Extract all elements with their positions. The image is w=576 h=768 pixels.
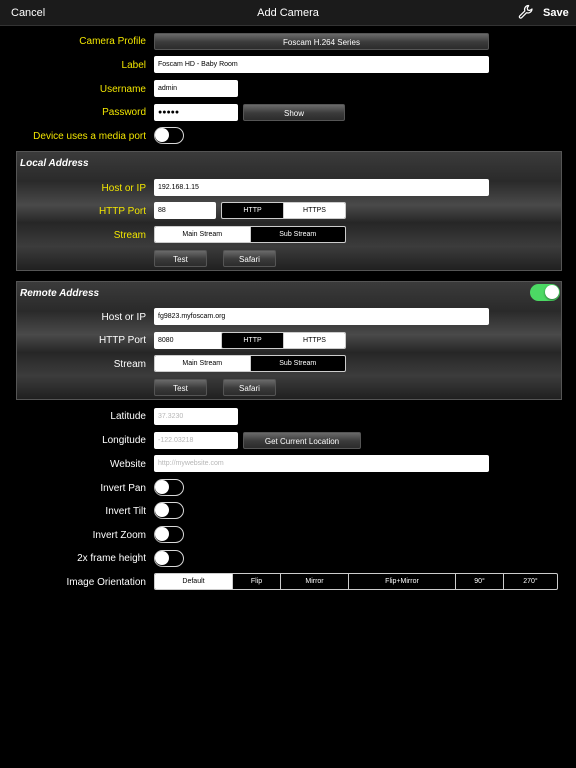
remote-protocol-http[interactable]: HTTP bbox=[243, 337, 262, 344]
local-protocol-control bbox=[221, 202, 346, 219]
website-label: Website bbox=[110, 459, 146, 470]
local-port-field[interactable]: 88 bbox=[154, 202, 216, 219]
orientation-flip[interactable]: Flip bbox=[232, 574, 280, 589]
local-stream-main[interactable]: Main Stream bbox=[155, 227, 250, 242]
show-password-button[interactable]: Show bbox=[243, 104, 345, 121]
remote-safari-button[interactable]: Safari bbox=[223, 379, 276, 396]
local-address-title: Local Address bbox=[20, 158, 89, 169]
toggle-knob bbox=[545, 285, 559, 299]
username-label: Username bbox=[99, 84, 146, 95]
local-test-button[interactable]: Test bbox=[154, 250, 207, 267]
orientation-90[interactable]: 90° bbox=[455, 574, 503, 589]
save-button[interactable]: Save bbox=[543, 7, 569, 19]
wrench-icon[interactable] bbox=[518, 4, 534, 20]
longitude-field[interactable]: -122.03218 bbox=[154, 432, 238, 449]
remote-test-button[interactable]: Test bbox=[154, 379, 207, 396]
remote-protocol-https[interactable]: HTTPS bbox=[283, 333, 345, 348]
media-port-toggle[interactable] bbox=[154, 127, 184, 144]
local-protocol-http[interactable]: HTTP bbox=[243, 207, 262, 214]
media-port-label: Device uses a media port bbox=[33, 131, 146, 142]
cancel-button[interactable]: Cancel bbox=[11, 7, 46, 19]
image-orientation-label: Image Orientation bbox=[66, 577, 146, 588]
remote-stream-label: Stream bbox=[113, 359, 146, 370]
invert-zoom-toggle[interactable] bbox=[154, 526, 184, 543]
password-field[interactable]: ●●●●● bbox=[154, 104, 238, 121]
image-orientation-control bbox=[154, 573, 558, 590]
toggle-knob bbox=[155, 551, 169, 565]
local-protocol-https[interactable]: HTTPS bbox=[283, 203, 345, 218]
remote-port-label: HTTP Port bbox=[98, 335, 146, 346]
remote-host-field[interactable]: fg9823.myfoscam.org bbox=[154, 308, 489, 325]
invert-zoom-label: Invert Zoom bbox=[92, 530, 146, 541]
frame-height-toggle[interactable] bbox=[154, 550, 184, 567]
camera-profile-label: Camera Profile bbox=[79, 36, 146, 47]
local-stream-sub[interactable]: Sub Stream bbox=[250, 227, 346, 242]
username-field[interactable]: admin bbox=[154, 80, 238, 97]
label-label: Label bbox=[121, 60, 146, 71]
invert-pan-label: Invert Pan bbox=[100, 483, 146, 494]
remote-stream-sub[interactable]: Sub Stream bbox=[250, 356, 346, 371]
latitude-label: Latitude bbox=[110, 411, 146, 422]
latitude-field[interactable]: 37.3230 bbox=[154, 408, 238, 425]
local-port-label: HTTP Port bbox=[98, 206, 146, 217]
invert-tilt-label: Invert Tilt bbox=[105, 506, 146, 517]
local-host-label: Host or IP bbox=[101, 183, 146, 194]
orientation-default[interactable]: Default bbox=[155, 574, 232, 589]
remote-stream-control bbox=[154, 355, 346, 372]
orientation-270[interactable]: 270° bbox=[503, 574, 557, 589]
local-safari-button[interactable]: Safari bbox=[223, 250, 276, 267]
local-stream-control bbox=[154, 226, 346, 243]
page-title: Add Camera bbox=[257, 7, 319, 19]
remote-stream-main[interactable]: Main Stream bbox=[155, 356, 250, 371]
invert-pan-toggle[interactable] bbox=[154, 479, 184, 496]
toggle-knob bbox=[155, 503, 169, 517]
camera-profile-button[interactable]: Foscam H.264 Series bbox=[154, 33, 489, 50]
remote-protocol-control bbox=[221, 332, 346, 349]
label-field[interactable]: Foscam HD - Baby Room bbox=[154, 56, 489, 73]
invert-tilt-toggle[interactable] bbox=[154, 502, 184, 519]
remote-address-toggle[interactable] bbox=[530, 284, 560, 301]
frame-height-label: 2x frame height bbox=[77, 553, 146, 564]
orientation-flip-mirror[interactable]: Flip+Mirror bbox=[348, 574, 455, 589]
remote-address-title: Remote Address bbox=[20, 288, 100, 299]
password-label: Password bbox=[102, 107, 146, 118]
local-host-field[interactable]: 192.168.1.15 bbox=[154, 179, 489, 196]
toggle-knob bbox=[155, 128, 169, 142]
website-field[interactable]: http://mywebsite.com bbox=[154, 455, 489, 472]
remote-host-label: Host or IP bbox=[101, 312, 146, 323]
toggle-knob bbox=[155, 527, 169, 541]
get-current-location-button[interactable]: Get Current Location bbox=[243, 432, 361, 449]
toggle-knob bbox=[155, 480, 169, 494]
local-stream-label: Stream bbox=[113, 230, 146, 241]
orientation-mirror[interactable]: Mirror bbox=[280, 574, 348, 589]
longitude-label: Longitude bbox=[102, 435, 146, 446]
remote-port-field[interactable]: 8080 bbox=[154, 332, 238, 349]
